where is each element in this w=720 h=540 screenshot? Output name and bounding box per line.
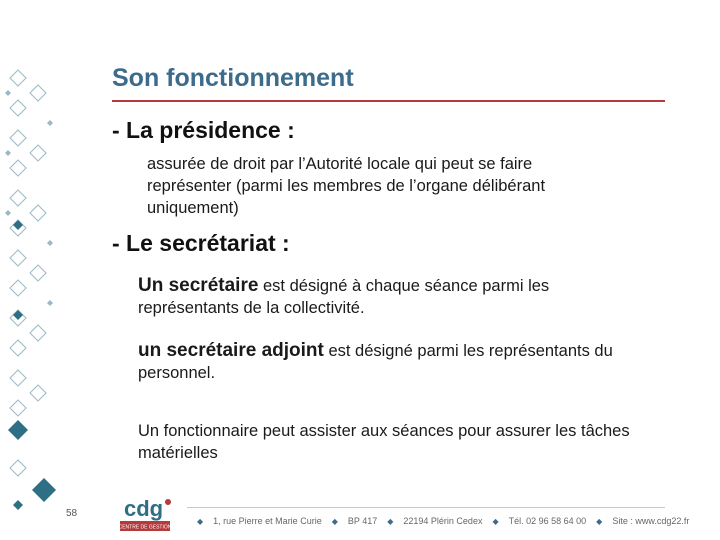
secretaire-adjoint-text: est désigné parmi les représentants du personnel. xyxy=(138,342,613,382)
heading-secretariat: - Le secrétariat : xyxy=(112,230,290,256)
footer-phone: Tél. 02 96 58 64 00 xyxy=(508,516,587,526)
presidence-text: assurée de droit par l’Autorité locale qui peut se faire représenter (parmi les membres de l’organe délibérant uniquement) xyxy=(147,155,546,217)
title-divider xyxy=(112,100,665,102)
decorative-pattern xyxy=(0,60,62,530)
page-number: 58 xyxy=(66,508,78,519)
diamond-icon: ◆ xyxy=(197,516,204,526)
logo-subtext: CENTRE DE GESTION xyxy=(118,524,172,531)
footer-info xyxy=(187,516,689,526)
footer-divider xyxy=(187,507,665,508)
heading-presidence: - La présidence : xyxy=(112,117,295,143)
diamond-icon: ◆ xyxy=(596,516,603,526)
slide-title: Son fonctionnement xyxy=(112,64,354,92)
diamond-icon: ◆ xyxy=(492,516,499,526)
secretaire-text: est désigné à chaque séance parmi les représentants de la collectivité. xyxy=(138,277,550,317)
footer-address: 1, rue Pierre et Marie Curie xyxy=(213,516,322,526)
footer-bp: BP 417 xyxy=(347,516,378,526)
diamond-icon: ◆ xyxy=(387,516,394,526)
footer-city: 22194 Plérin Cedex xyxy=(403,516,483,526)
footer-site[interactable]: Site : www.cdg22.fr xyxy=(612,516,690,526)
secretaire-item xyxy=(138,275,608,319)
diamond-icon: ◆ xyxy=(331,516,338,526)
logo-text: cdg xyxy=(124,496,164,521)
logo-dot xyxy=(165,499,171,505)
cdg-logo xyxy=(110,492,182,536)
fonctionnaire-text: Un fonctionnaire peut assister aux séances pour assurer les tâches matérielles xyxy=(138,422,630,462)
secretaire-adjoint-item xyxy=(138,340,658,384)
secretaire-lead: Un secrétaire xyxy=(138,275,259,296)
secretaire-adjoint-lead: un secrétaire adjoint xyxy=(138,340,324,361)
